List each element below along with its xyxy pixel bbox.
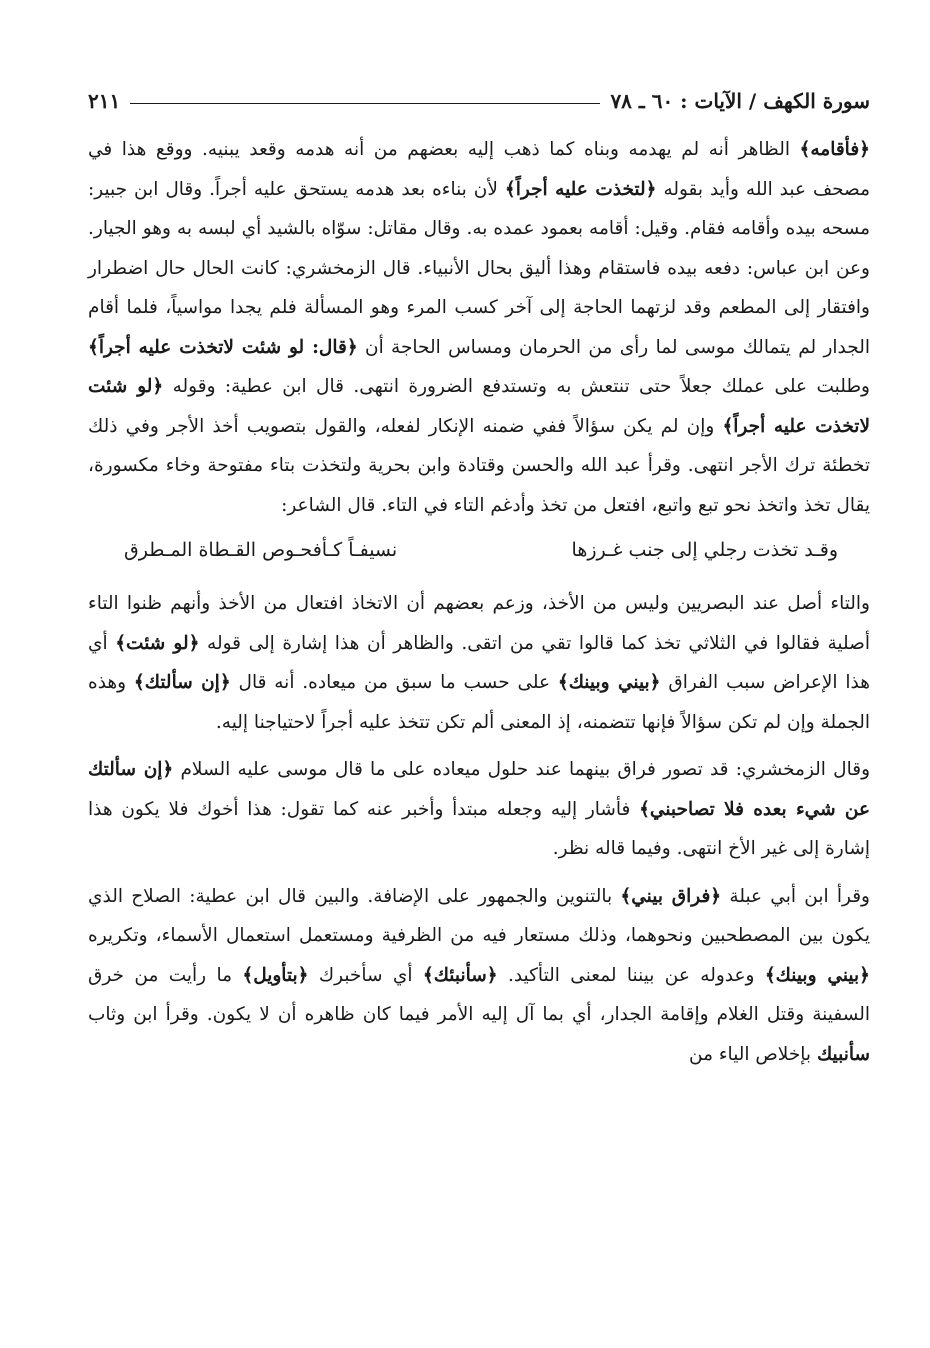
quran-quote: ﴿بتأويل﴾	[242, 964, 309, 986]
quran-quote: ﴿بيني وبينك﴾	[557, 672, 661, 693]
verse-first-hemistich: وقـد تخذت رجلي إلى جنب غـرزها	[571, 539, 838, 561]
paragraph-2: والتاء أصل عند البصريين وليس من الأخذ، وزعم بعضهم أن الاتخاذ افتعال من الأخذ وأنهم ظنوا التاء أصلية فقالوا في الثلاثي تخذ كما قالوا تقي من اتقى. والظاهر أن هذا إشارة إلى قوله ﴿لو شئت﴾ أي هذا الإعراض سبب الفراق ﴿بيني وبينك﴾ على حسب ما سبق من ميعاده. أنه قال ﴿إن سألتك﴾ وهذه الجملة وإن لم تكن سؤالاً فإنها تتضمنه، إذ المعنى ألم تكن تتخذ عليه أجراً لاحتياجنا إليه.	[88, 593, 870, 733]
quran-quote: ﴿سأنبئك﴾	[422, 964, 498, 986]
verse-second-hemistich: نسيفـاً كـأفحـوص القـطاة المـطرق	[124, 539, 398, 561]
quran-quote: ﴿لو شئت﴾	[115, 632, 200, 654]
quran-quote: ﴿لتخذت عليه أجراً﴾	[504, 178, 657, 200]
quran-quote: ﴿قال: لو شئت لاتخذت عليه أجراً﴾	[88, 336, 358, 358]
quran-quote: ﴿إن سألتك عن شيء بعده فلا تصاحبني﴾	[88, 759, 870, 820]
header-rule	[130, 103, 600, 104]
poetry-verse	[88, 531, 870, 570]
quran-quote: ﴿فأقامه﴾	[799, 139, 870, 160]
surah-title: سورة الكهف / الآيات : ٦٠ ـ ٧٨	[610, 89, 870, 113]
quran-quote: ﴿إن سألتك﴾	[133, 672, 231, 693]
quran-quote: ﴿لو شئت لاتخذت عليه أجراً﴾	[88, 376, 870, 437]
running-header	[88, 86, 870, 116]
page-body	[88, 130, 870, 1074]
quran-quote: ﴿فراق بيني﴾	[620, 885, 722, 907]
quran-quote: ﴿بيني وبينك﴾	[764, 964, 871, 986]
reading-variant: سأنبيك	[816, 1043, 870, 1065]
paragraph-4: وقرأ ابن أبي عبلة ﴿فراق بيني﴾ بالتنوين والجمهور على الإضافة. والبين قال ابن عطية: الصلاح الذي يكون بين المصطحبين ونحوهما، وذلك مستعار فيه من الظرفية ومستعمل استعمال الأسماء، وتكريره ﴿بيني وبينك﴾ وعدوله عن بيننا لمعنى التأكيد. ﴿سأنبئك﴾ أي سأخبرك ﴿بتأويل﴾ ما رأيت من خرق السفينة وقتل الغلام وإقامة الجدار، أي بما آل إليه الأمر فيما كان ظاهره أن لا يكون. وقرأ ابن وثاب سأنبيك بإخلاص الياء من	[88, 885, 871, 1065]
paragraph-1: ﴿فأقامه﴾ الظاهر أنه لم يهدمه وبناه كما ذهب إليه بعضهم من أنه هدمه وقعد يبنيه. ووقع هذا في مصحف عبد الله وأيد بقوله ﴿لتخذت عليه أجراً﴾ لأن بناءه بعد هدمه يستحق عليه أجراً. وقال ابن جبير: مسحه بيده وأقامه فقام. وقيل: أقامه بعمود عمده به. وقال مقاتل: سوّاه بالشيد أي لبسه به وهو الجيار. وعن ابن عباس: دفعه بيده فاستقام وهذا أليق بحال الأنبياء. قال الزمخشري: كانت الحال حال اضطرار وافتقار إلى المطعم وقد لزتهما الحاجة إلى آخر كسب المرء وهو المسألة فلم يجدا مواسياً، فلما أقام الجدار لم يتمالك موسى لما رأى من الحرمان ومساس الحاجة أن ﴿قال: لو شئت لاتخذت عليه أجراً﴾ وطلبت على عملك جعلاً حتى تنتعش به وتستدفع الضرورة انتهى. قال ابن عطية: وقوله ﴿لو شئت لاتخذت عليه أجراً﴾ وإن لم يكن سؤالاً ففي ضمنه الإنكار لفعله، والقول بتصويب أخذ الأجر وفي ذلك تخطئة ترك الأجر انتهى. وقرأ عبد الله والحسن وقتادة وابن بحرية ولتخذت بتاء مفتوحة وخاء مكسورة، يقال تخذ واتخذ نحو تبع واتبع، افتعل من تخذ وأدغم التاء في التاء. قال الشاعر:	[88, 139, 871, 516]
page-number: ٢١١	[88, 89, 121, 113]
paragraph-3: وقال الزمخشري: قد تصور فراق بينهما عند حلول ميعاده على ما قال موسى عليه السلام ﴿إن سألتك عن شيء بعده فلا تصاحبني﴾ فأشار إليه وجعله مبتدأ وأخبر عنه كما تقول: هذا أخوك فلا يكون هذا إشارة إلى غير الأخ انتهى. وفيما قاله نظر.	[88, 759, 870, 859]
